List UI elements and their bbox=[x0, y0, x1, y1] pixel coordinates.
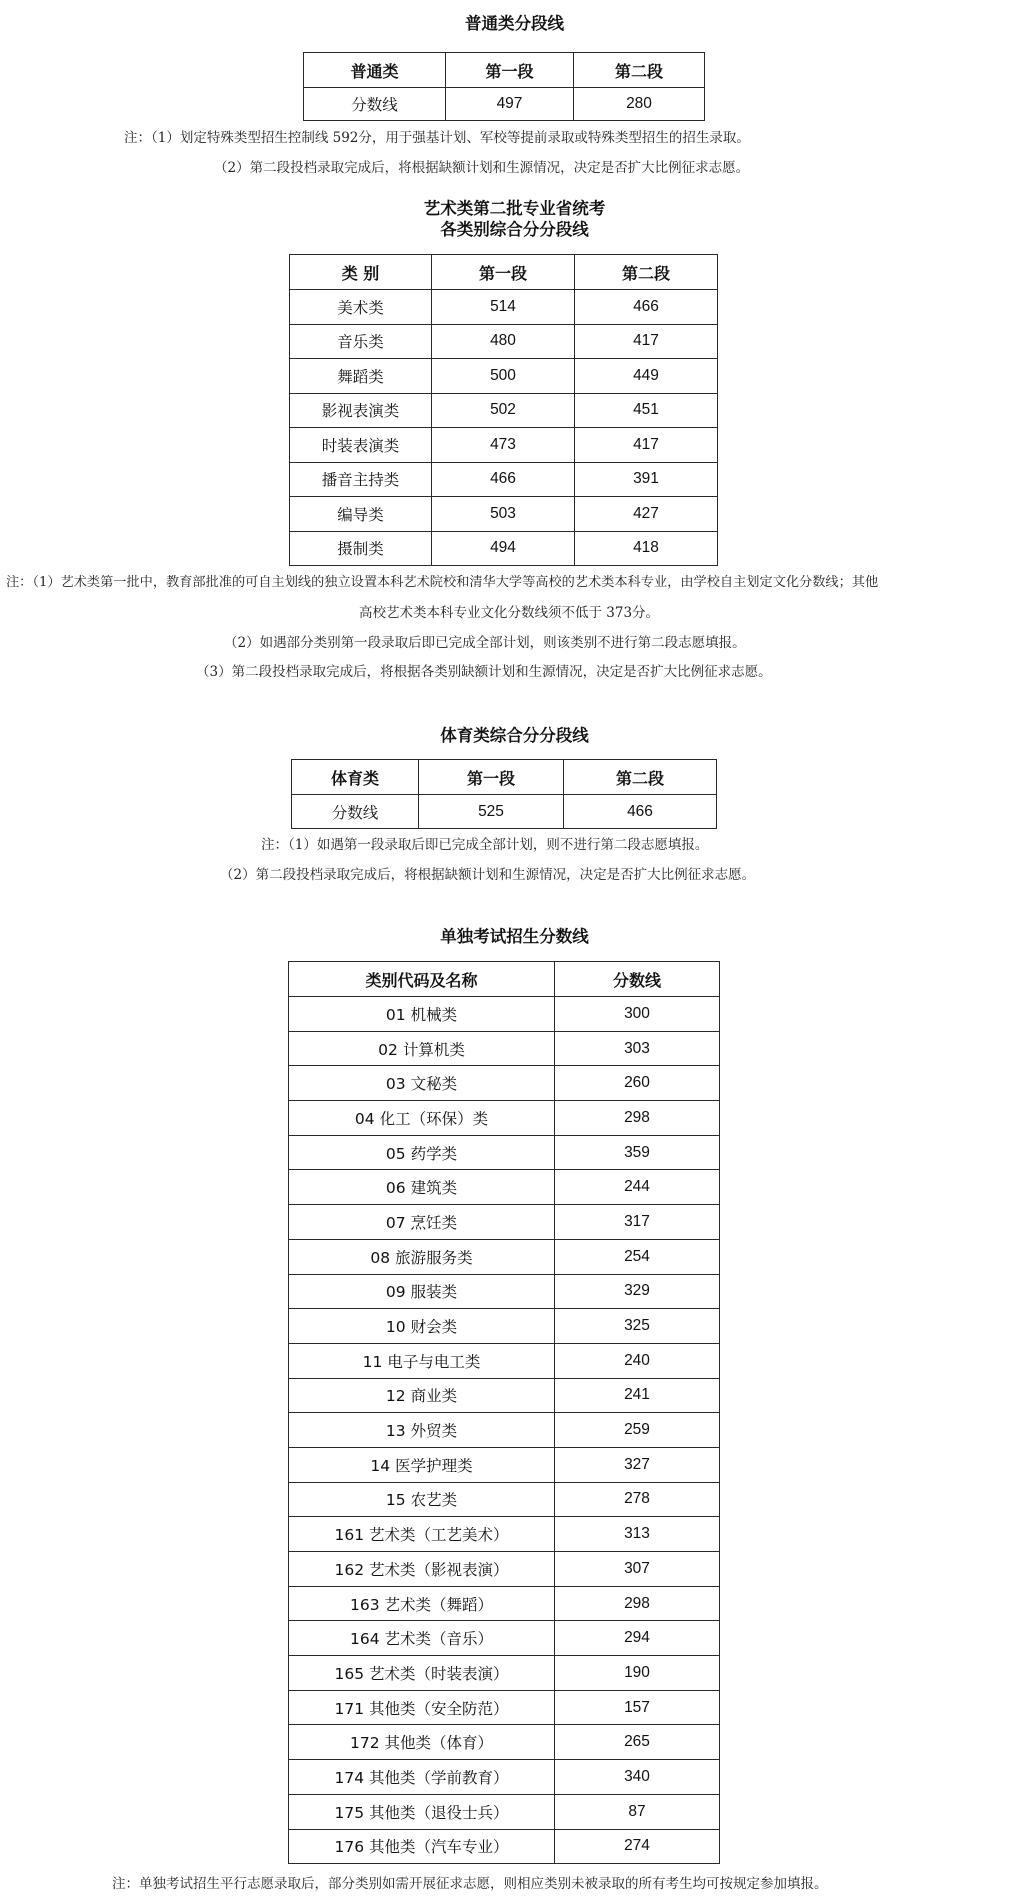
single-row-4-name: 05 药学类 bbox=[289, 1135, 555, 1170]
art-note-1-cont: 高校艺术类本科专业文化分数线须不低于 373分。 bbox=[359, 605, 660, 621]
table-row bbox=[289, 1829, 720, 1864]
table-row bbox=[289, 1725, 720, 1760]
single-row-24-score: 274 bbox=[555, 1829, 720, 1864]
single-row-18-name: 164 艺术类（音乐） bbox=[289, 1621, 555, 1656]
sports-cell-first: 525 bbox=[419, 795, 564, 829]
single-row-3-score: 298 bbox=[555, 1101, 720, 1136]
single-row-8-name: 09 服装类 bbox=[289, 1274, 555, 1309]
single-header-0: 类别代码及名称 bbox=[289, 962, 555, 997]
table-row bbox=[289, 1066, 720, 1101]
table-row bbox=[289, 1690, 720, 1725]
table-row bbox=[289, 1552, 720, 1587]
single-note: 注：单独考试招生平行志愿录取后，部分类别如需开展征求志愿，则相应类别未被录取的所有考生均可按规定参加填报。 bbox=[112, 1876, 828, 1892]
single-row-10-name: 11 电子与电工类 bbox=[289, 1343, 555, 1378]
single-row-0-score: 300 bbox=[555, 997, 720, 1032]
art-row-0-name: 美术类 bbox=[290, 290, 432, 325]
table-row bbox=[289, 1378, 720, 1413]
art-row-7-first: 494 bbox=[432, 531, 575, 566]
single-row-9-score: 325 bbox=[555, 1309, 720, 1344]
art-row-2-first: 500 bbox=[432, 359, 575, 394]
art-row-3-first: 502 bbox=[432, 393, 575, 428]
table-row bbox=[289, 1205, 720, 1240]
single-row-16-score: 307 bbox=[555, 1552, 720, 1587]
general-header-1: 第一段 bbox=[446, 53, 574, 88]
single-row-21-score: 265 bbox=[555, 1725, 720, 1760]
general-cell-first: 497 bbox=[446, 88, 574, 121]
single-row-6-name: 07 烹饪类 bbox=[289, 1205, 555, 1240]
table-row bbox=[289, 1343, 720, 1378]
general-header-row bbox=[304, 53, 705, 88]
art-header-1: 第一段 bbox=[432, 255, 575, 290]
art-row-6-name: 编导类 bbox=[290, 497, 432, 532]
single-row-15-score: 313 bbox=[555, 1517, 720, 1552]
art-row-3-name: 影视表演类 bbox=[290, 393, 432, 428]
single-row-1-score: 303 bbox=[555, 1031, 720, 1066]
art-row-7-name: 摄制类 bbox=[290, 531, 432, 566]
art-row-0-first: 514 bbox=[432, 290, 575, 325]
art-row-0-second: 466 bbox=[575, 290, 718, 325]
table-row bbox=[290, 497, 718, 532]
art-row-2-name: 舞蹈类 bbox=[290, 359, 432, 394]
single-row-5-score: 244 bbox=[555, 1170, 720, 1205]
sports-cell-second: 466 bbox=[564, 795, 717, 829]
art-header-row bbox=[290, 255, 718, 290]
table-row bbox=[290, 531, 718, 566]
art-row-6-first: 503 bbox=[432, 497, 575, 532]
single-row-4-score: 359 bbox=[555, 1135, 720, 1170]
art-note-2: （2）如遇部分类别第一段录取后即已完成全部计划，则该类别不进行第二段志愿填报。 bbox=[224, 635, 746, 651]
single-row-17-score: 298 bbox=[555, 1586, 720, 1621]
single-row-23-name: 175 其他类（退役士兵） bbox=[289, 1794, 555, 1829]
single-row-14-name: 15 农艺类 bbox=[289, 1482, 555, 1517]
table-row bbox=[289, 1413, 720, 1448]
single-row-2-name: 03 文秘类 bbox=[289, 1066, 555, 1101]
single-row-13-score: 327 bbox=[555, 1447, 720, 1482]
table-row bbox=[290, 359, 718, 394]
single-row-15-name: 161 艺术类（工艺美术） bbox=[289, 1517, 555, 1552]
table-row bbox=[289, 1135, 720, 1170]
sports-header-2: 第二段 bbox=[564, 760, 717, 795]
table-row bbox=[292, 795, 717, 829]
table-row bbox=[290, 290, 718, 325]
single-row-11-name: 12 商业类 bbox=[289, 1378, 555, 1413]
art-title-line1: 艺术类第二批专业省统考 bbox=[423, 199, 606, 218]
table-row bbox=[289, 1586, 720, 1621]
single-row-6-score: 317 bbox=[555, 1205, 720, 1240]
art-note-1: 注：（1）艺术类第一批中，教育部批准的可自主划线的独立设置本科艺术院校和清华大学等高校的艺术类本科专业，由学校自主划定文化分数线；其他 bbox=[6, 575, 879, 590]
single-row-10-score: 240 bbox=[555, 1343, 720, 1378]
sports-header-1: 第一段 bbox=[419, 760, 564, 795]
single-row-23-score: 87 bbox=[555, 1794, 720, 1829]
single-row-16-name: 162 艺术类（影视表演） bbox=[289, 1552, 555, 1587]
sports-header-row bbox=[292, 760, 717, 795]
art-row-3-second: 451 bbox=[575, 393, 718, 428]
single-row-7-name: 08 旅游服务类 bbox=[289, 1239, 555, 1274]
table-row bbox=[289, 1170, 720, 1205]
table-row bbox=[289, 1794, 720, 1829]
single-row-5-name: 06 建筑类 bbox=[289, 1170, 555, 1205]
single-row-3-name: 04 化工（环保）类 bbox=[289, 1101, 555, 1136]
art-row-2-second: 449 bbox=[575, 359, 718, 394]
table-row bbox=[289, 1101, 720, 1136]
table-row bbox=[290, 462, 718, 497]
art-row-1-name: 音乐类 bbox=[290, 324, 432, 359]
table-row bbox=[304, 88, 705, 121]
table-row bbox=[289, 1482, 720, 1517]
art-row-5-second: 391 bbox=[575, 462, 718, 497]
single-row-12-name: 13 外贸类 bbox=[289, 1413, 555, 1448]
art-row-4-second: 417 bbox=[575, 428, 718, 463]
table-row bbox=[289, 1309, 720, 1344]
general-header-0: 普通类 bbox=[304, 53, 446, 88]
art-header-2: 第二段 bbox=[575, 255, 718, 290]
table-row bbox=[289, 1239, 720, 1274]
single-header-row bbox=[289, 962, 720, 997]
table-row bbox=[289, 1447, 720, 1482]
art-row-6-second: 427 bbox=[575, 497, 718, 532]
table-row bbox=[289, 1621, 720, 1656]
art-row-7-second: 418 bbox=[575, 531, 718, 566]
single-row-2-score: 260 bbox=[555, 1066, 720, 1101]
sports-table bbox=[291, 759, 717, 829]
single-row-18-score: 294 bbox=[555, 1621, 720, 1656]
single-row-9-name: 10 财会类 bbox=[289, 1309, 555, 1344]
art-table bbox=[289, 254, 718, 566]
single-row-22-score: 340 bbox=[555, 1760, 720, 1795]
single-row-19-name: 165 艺术类（时装表演） bbox=[289, 1656, 555, 1691]
single-row-13-name: 14 医学护理类 bbox=[289, 1447, 555, 1482]
general-title: 普通类分段线 bbox=[465, 14, 564, 33]
general-note-1: 注：（1）划定特殊类型招生控制线 592分，用于强基计划、军校等提前录取或特殊类型招生的招生录取。 bbox=[124, 130, 750, 146]
art-row-1-first: 480 bbox=[432, 324, 575, 359]
general-cell-second: 280 bbox=[574, 88, 705, 121]
art-row-5-name: 播音主持类 bbox=[290, 462, 432, 497]
table-row bbox=[290, 428, 718, 463]
table-row bbox=[289, 1656, 720, 1691]
single-row-19-score: 190 bbox=[555, 1656, 720, 1691]
single-row-8-score: 329 bbox=[555, 1274, 720, 1309]
art-row-1-second: 417 bbox=[575, 324, 718, 359]
single-row-12-score: 259 bbox=[555, 1413, 720, 1448]
table-row bbox=[289, 1274, 720, 1309]
single-row-0-name: 01 机械类 bbox=[289, 997, 555, 1032]
sports-header-0: 体育类 bbox=[292, 760, 419, 795]
single-row-1-name: 02 计算机类 bbox=[289, 1031, 555, 1066]
art-note-3: （3）第二段投档录取完成后，将根据各类别缺额计划和生源情况，决定是否扩大比例征求志愿。 bbox=[196, 664, 772, 680]
single-row-20-score: 157 bbox=[555, 1690, 720, 1725]
art-header-0: 类 别 bbox=[290, 255, 432, 290]
art-title-line2: 各类别综合分分段线 bbox=[440, 220, 589, 239]
single-row-11-score: 241 bbox=[555, 1378, 720, 1413]
table-row bbox=[289, 1031, 720, 1066]
sports-note-2: （2）第二段投档录取完成后，将根据缺额计划和生源情况，决定是否扩大比例征求志愿。 bbox=[220, 867, 756, 883]
single-row-22-name: 174 其他类（学前教育） bbox=[289, 1760, 555, 1795]
single-row-24-name: 176 其他类（汽车专业） bbox=[289, 1829, 555, 1864]
sports-title: 体育类综合分分段线 bbox=[440, 726, 589, 745]
sports-note-1: 注：（1）如遇第一段录取后即已完成全部计划，则不进行第二段志愿填报。 bbox=[261, 837, 709, 853]
table-row bbox=[290, 393, 718, 428]
single-header-1: 分数线 bbox=[555, 962, 720, 997]
general-header-2: 第二段 bbox=[574, 53, 705, 88]
art-row-4-first: 473 bbox=[432, 428, 575, 463]
single-row-20-name: 171 其他类（安全防范） bbox=[289, 1690, 555, 1725]
table-row bbox=[289, 1517, 720, 1552]
general-cell-label: 分数线 bbox=[304, 88, 446, 121]
single-row-17-name: 163 艺术类（舞蹈） bbox=[289, 1586, 555, 1621]
sports-cell-label: 分数线 bbox=[292, 795, 419, 829]
single-row-14-score: 278 bbox=[555, 1482, 720, 1517]
table-row bbox=[290, 324, 718, 359]
single-row-7-score: 254 bbox=[555, 1239, 720, 1274]
table-row bbox=[289, 997, 720, 1032]
general-note-2: （2）第二段投档录取完成后，将根据缺额计划和生源情况，决定是否扩大比例征求志愿。 bbox=[214, 160, 750, 176]
single-title: 单独考试招生分数线 bbox=[440, 927, 589, 946]
general-table bbox=[303, 52, 705, 121]
table-row bbox=[289, 1760, 720, 1795]
single-table bbox=[288, 961, 720, 1864]
art-row-5-first: 466 bbox=[432, 462, 575, 497]
art-row-4-name: 时装表演类 bbox=[290, 428, 432, 463]
single-row-21-name: 172 其他类（体育） bbox=[289, 1725, 555, 1760]
